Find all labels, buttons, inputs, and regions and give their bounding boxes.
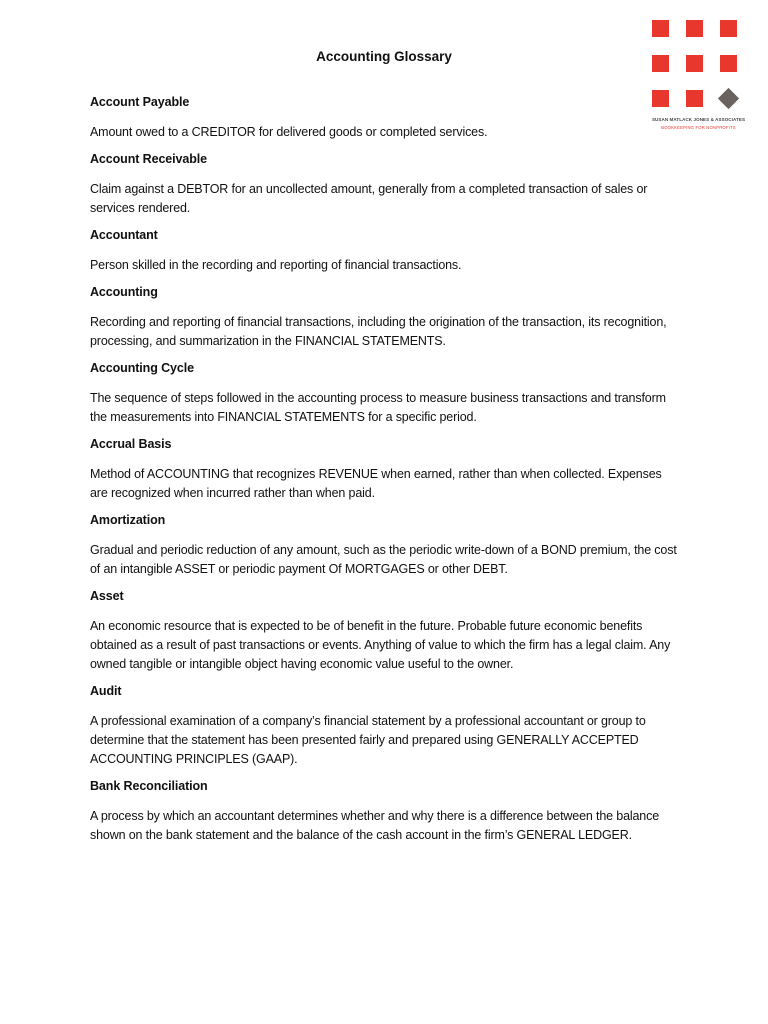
glossary-term: Account Receivable: [90, 152, 207, 166]
glossary-term: Audit: [90, 684, 122, 698]
glossary-definition: A professional examination of a company’s financial statement by a professional accountant or group to determine that the statement has been presented fairly and prepared using GENERALLY ACCEPTED ACCOUNTING PRINCIPLES (GAAP).: [90, 714, 646, 766]
glossary-entry: [90, 151, 680, 218]
logo-square: [652, 20, 669, 37]
logo-company-name: SUSAN MATLACK JONES & ASSOCIATES: [651, 117, 746, 122]
glossary-definition: Gradual and periodic reduction of any amount, such as the periodic write-down of a BOND premium, the cost of an intangible ASSET or periodic payment Of MORTGAGES or other DEBT.: [90, 543, 677, 576]
glossary-entry: [90, 227, 680, 275]
glossary-entry: [90, 436, 680, 503]
glossary-term: Accounting: [90, 285, 158, 299]
glossary-definition: Claim against a DEBTOR for an uncollected amount, generally from a completed transaction of sales or services rendered.: [90, 182, 648, 215]
glossary-term: Accounting Cycle: [90, 361, 194, 375]
glossary-term: Bank Reconciliation: [90, 779, 208, 793]
glossary-definition: Person skilled in the recording and reporting of financial transactions.: [90, 258, 462, 272]
glossary-entry: [90, 778, 680, 845]
logo-square: [720, 20, 737, 37]
glossary-entry: [90, 588, 680, 674]
glossary-definition: Method of ACCOUNTING that recognizes REVENUE when earned, rather than when collected. Expenses are recognized when incurred rather than when paid.: [90, 467, 662, 500]
glossary-term: Accrual Basis: [90, 437, 172, 451]
glossary-term: Asset: [90, 589, 124, 603]
logo-square: [720, 55, 737, 72]
glossary-definition: A process by which an accountant determines whether and why there is a difference between the balance shown on the bank statement and the balance of the cash account in the firm’s GENERAL LEDGER.: [90, 809, 660, 842]
glossary-term: Amortization: [90, 513, 166, 527]
glossary-definition: An economic resource that is expected to be of benefit in the future. Probable future economic benefits obtained as a result of past transactions or events. Anything of value to which the firm has a legal claim. Any owned tangible or intangible object having economic value useful to the owner.: [90, 619, 671, 671]
glossary-list: [90, 94, 680, 854]
logo-square: [652, 55, 669, 72]
logo-tagline: BOOKKEEPING FOR NONPROFITS: [661, 125, 736, 130]
glossary-definition: Amount owed to a CREDITOR for delivered goods or completed services.: [90, 125, 488, 139]
glossary-term: Account Payable: [90, 95, 190, 109]
glossary-term: Accountant: [90, 228, 158, 242]
glossary-entry: [90, 512, 680, 579]
page-title: Accounting Glossary: [316, 49, 452, 64]
logo-square: [686, 55, 703, 72]
glossary-entry: [90, 284, 680, 351]
logo-square: [686, 90, 703, 107]
glossary-definition: The sequence of steps followed in the accounting process to measure business transactions and transform the measurements into FINANCIAL STATEMENTS for a specific period.: [90, 391, 666, 424]
glossary-definition: Recording and reporting of financial transactions, including the origination of the transaction, its recognition, processing, and summarization in the FINANCIAL STATEMENTS.: [90, 315, 667, 348]
glossary-entry: [90, 94, 680, 142]
glossary-entry: [90, 683, 680, 769]
logo-diamond-icon: [718, 88, 739, 109]
logo-square: [686, 20, 703, 37]
glossary-entry: [90, 360, 680, 427]
